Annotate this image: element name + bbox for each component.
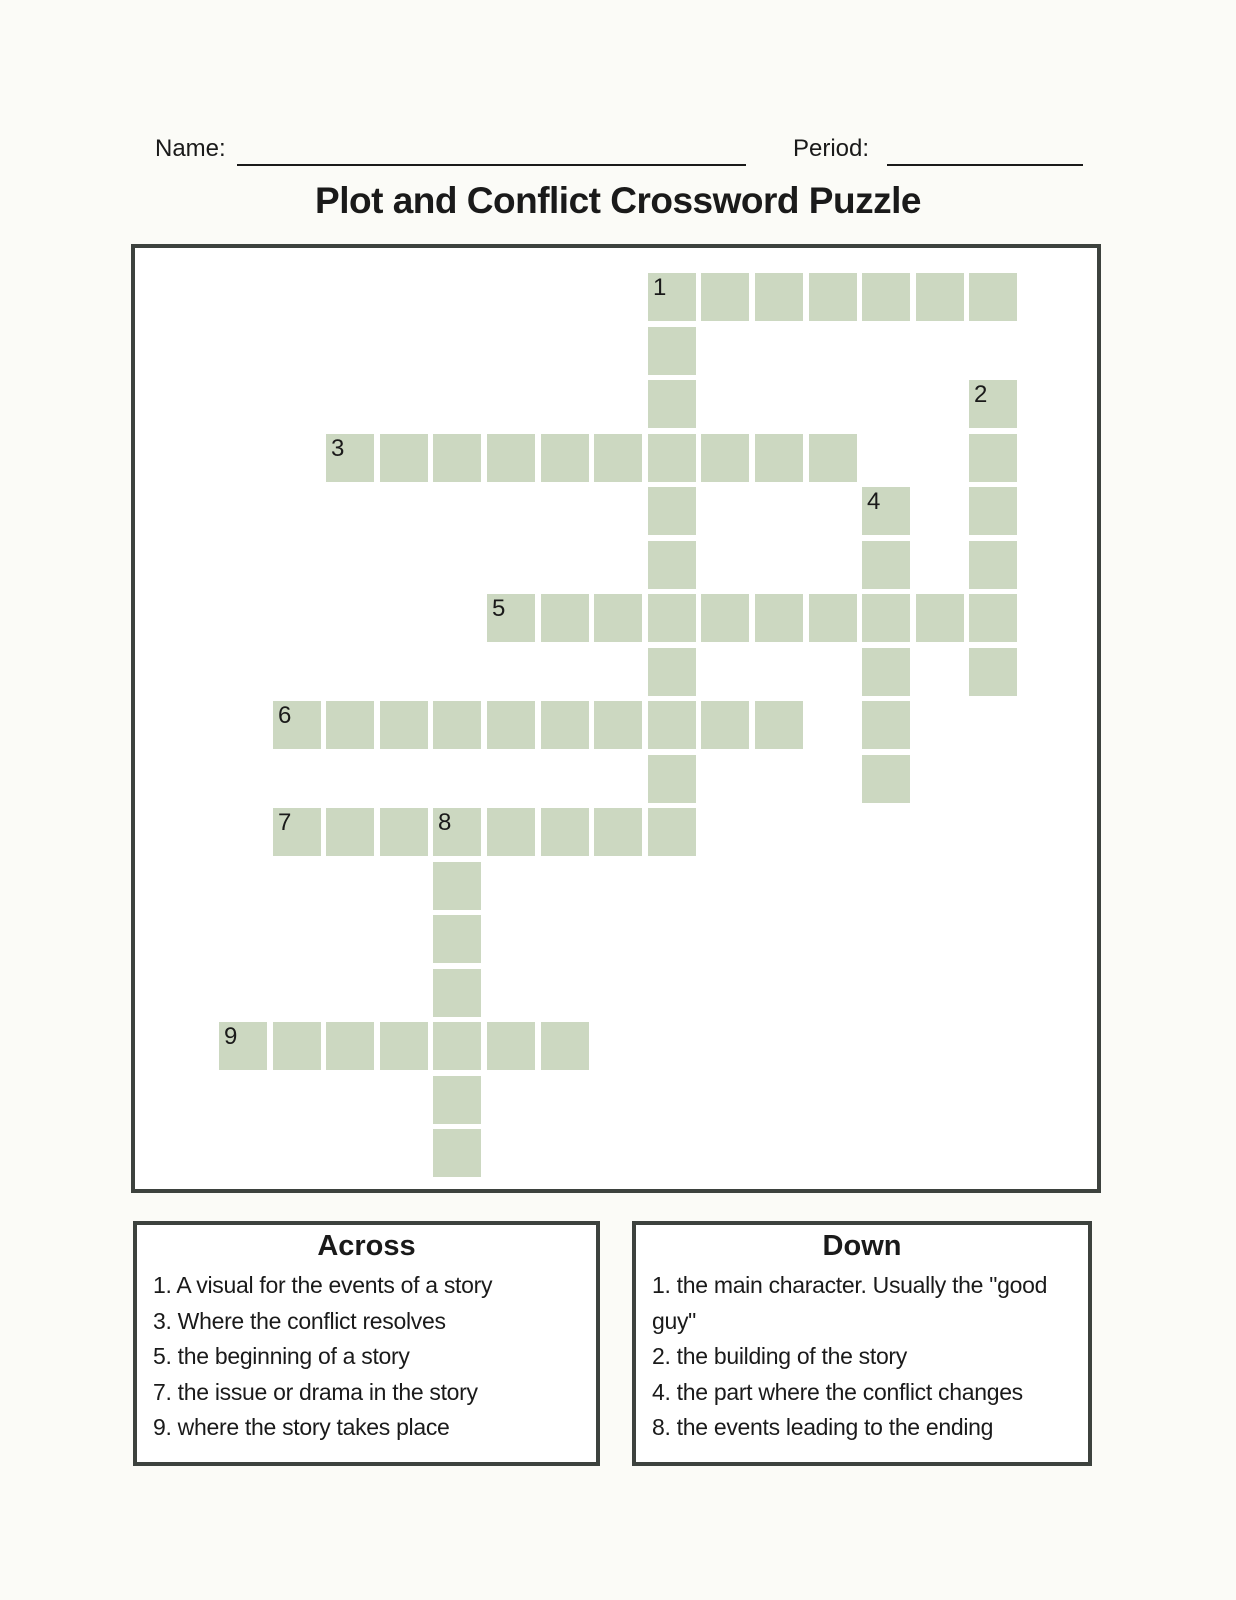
down-heading: Down (822, 1230, 902, 1262)
grid-cell[interactable] (916, 594, 964, 642)
grid-cell[interactable] (219, 1022, 267, 1070)
clue-number: 2 (974, 381, 988, 408)
grid-cell[interactable] (594, 434, 642, 482)
grid-cell[interactable] (755, 434, 803, 482)
grid-cell[interactable] (862, 273, 910, 321)
grid-cell[interactable] (594, 808, 642, 856)
clue-item: 9. where the story takes place (153, 1414, 450, 1440)
clue-number: 8 (438, 809, 452, 836)
grid-cell[interactable] (487, 1022, 535, 1070)
grid-cell[interactable] (969, 541, 1017, 589)
grid-cell[interactable] (648, 541, 696, 589)
down-clue-list (636, 1268, 1088, 1446)
grid-cell[interactable] (433, 915, 481, 963)
grid-cell[interactable] (969, 487, 1017, 535)
grid-cell[interactable] (862, 594, 910, 642)
grid-cell[interactable] (755, 701, 803, 749)
grid-cell[interactable] (541, 594, 589, 642)
grid-cell[interactable] (487, 434, 535, 482)
name-input-line[interactable] (237, 164, 746, 166)
across-clues-box (133, 1221, 600, 1466)
across-clue-list (137, 1268, 596, 1446)
grid-cell[interactable] (701, 701, 749, 749)
grid-cell[interactable] (648, 755, 696, 803)
page-title: Plot and Conflict Crossword Puzzle (315, 180, 921, 221)
grid-cell[interactable] (541, 808, 589, 856)
clue-item: 2. the building of the story (652, 1343, 907, 1369)
grid-cell[interactable] (433, 701, 481, 749)
grid-cell[interactable] (326, 434, 374, 482)
clue-item: 4. the part where the conflict changes (652, 1378, 1023, 1405)
grid-cell[interactable] (862, 648, 910, 696)
grid-cell[interactable] (487, 594, 535, 642)
clue-number: 5 (492, 595, 506, 622)
grid-cell[interactable] (648, 808, 696, 856)
grid-cell[interactable] (380, 701, 428, 749)
period-label: Period: (793, 135, 870, 162)
grid-cell[interactable] (701, 594, 749, 642)
grid-cell[interactable] (648, 701, 696, 749)
clue-number: 3 (331, 435, 345, 462)
grid-cell[interactable] (433, 969, 481, 1017)
grid-cell[interactable] (326, 1022, 374, 1070)
grid-cell[interactable] (969, 273, 1017, 321)
grid-cell[interactable] (809, 273, 857, 321)
grid-cell[interactable] (433, 1022, 481, 1070)
clue-item: 5. the beginning of a story (153, 1343, 410, 1369)
clue-item: 3. Where the conflict resolves (153, 1307, 446, 1334)
clue-number: 1 (653, 274, 667, 301)
grid-cell[interactable] (541, 1022, 589, 1070)
grid-cell[interactable] (969, 648, 1017, 696)
grid-cell[interactable] (380, 1022, 428, 1070)
clue-number: 4 (867, 488, 881, 515)
grid-cell[interactable] (809, 434, 857, 482)
grid-cell[interactable] (809, 594, 857, 642)
grid-cell[interactable] (380, 434, 428, 482)
grid-cell[interactable] (648, 648, 696, 696)
clue-number: 9 (224, 1023, 238, 1050)
grid-cell[interactable] (969, 434, 1017, 482)
grid-cell[interactable] (541, 701, 589, 749)
grid-cell[interactable] (701, 273, 749, 321)
grid-cell[interactable] (433, 862, 481, 910)
grid-cell[interactable] (701, 434, 749, 482)
grid-cell[interactable] (273, 1022, 321, 1070)
grid-cell[interactable] (326, 701, 374, 749)
grid-cell[interactable] (916, 273, 964, 321)
grid-cell[interactable] (755, 594, 803, 642)
grid-cell[interactable] (433, 1076, 481, 1124)
grid-cell[interactable] (969, 380, 1017, 428)
grid-cell[interactable] (648, 273, 696, 321)
grid-cell[interactable] (648, 380, 696, 428)
down-clues-box (632, 1221, 1092, 1466)
grid-cell[interactable] (755, 273, 803, 321)
grid-cell[interactable] (273, 808, 321, 856)
grid-cell[interactable] (862, 487, 910, 535)
grid-cell[interactable] (380, 808, 428, 856)
grid-cell[interactable] (541, 434, 589, 482)
clue-number: 7 (278, 809, 292, 836)
clue-item: 8. the events leading to the ending (652, 1414, 994, 1440)
grid-cell[interactable] (648, 487, 696, 535)
grid-cell[interactable] (273, 701, 321, 749)
grid-cell[interactable] (969, 594, 1017, 642)
clue-item: 1. A visual for the events of a story (153, 1272, 493, 1298)
crossword-grid (131, 244, 1101, 1193)
name-label: Name: (155, 135, 226, 162)
grid-cell[interactable] (862, 541, 910, 589)
grid-cell[interactable] (433, 434, 481, 482)
grid-cell[interactable] (487, 701, 535, 749)
clue-item: 7. the issue or drama in the story (153, 1378, 478, 1405)
grid-cell[interactable] (648, 327, 696, 375)
grid-cell[interactable] (862, 755, 910, 803)
grid-cell[interactable] (433, 1129, 481, 1177)
grid-cell[interactable] (594, 701, 642, 749)
across-heading: Across (317, 1230, 416, 1262)
grid-cell[interactable] (648, 434, 696, 482)
grid-cell[interactable] (487, 808, 535, 856)
grid-cell[interactable] (594, 594, 642, 642)
period-input-line[interactable] (887, 164, 1083, 166)
clue-item: 1. the main character. Usually the "good guy" (652, 1272, 1048, 1334)
grid-cell[interactable] (862, 701, 910, 749)
grid-cell[interactable] (648, 594, 696, 642)
grid-cell[interactable] (433, 808, 481, 856)
grid-cell[interactable] (326, 808, 374, 856)
clue-number: 6 (278, 702, 292, 729)
